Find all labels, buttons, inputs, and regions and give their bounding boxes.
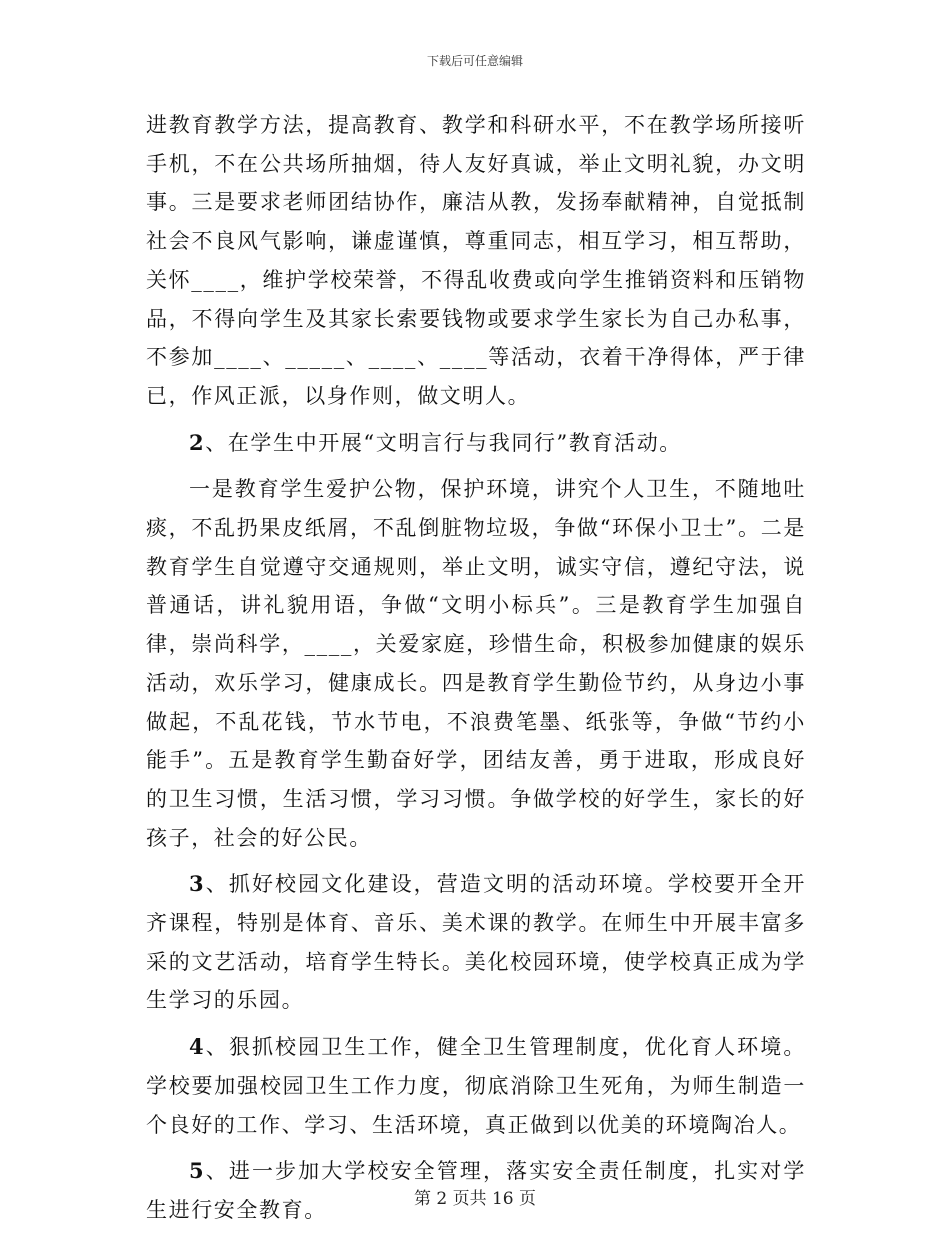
paragraph-item-2 <box>146 424 806 463</box>
item-number: 5 <box>189 1158 206 1184</box>
item-number: 3 <box>189 871 206 897</box>
paragraph-text: 、在学生中开展“文明言行与我同行”教育活动。 <box>205 430 682 455</box>
page-header: 下载后可任意编辑 <box>426 54 523 68</box>
paragraph-item-3 <box>146 865 806 1020</box>
paragraph-teacher-requirements <box>146 106 806 416</box>
document-body <box>146 106 806 1238</box>
paragraph-text: 一是教育学生爱护公物，保护环境，讲究个人卫生，不随地吐痰，不乱扔果皮纸屑，不乱倒脏物垃圾，争做“环保小卫士”。二是教育学生自觉遵守交通规则，举止文明，诚实守信，遵纪守法，说普通话，讲礼貌用语，争做“文明小标兵”。三是教育学生加强自律，崇尚科学，____，关爱家庭，珍惜生命，积极参加健康的娱乐活动，欢乐学习，健康成长。四是教育学生勤俭节约，从身边小事做起，不乱花钱，节水节电，不浪费笔墨、纸张等，争做“节约小能手”。五是教育学生勤奋好学，团结友善，勇于进取，形成良好的卫生习惯，生活习惯，学习习惯。争做学校的好学生，家长的好孩子，社会的好公民。 <box>146 477 806 850</box>
paragraph-text: 、狠抓校园卫生工作，健全卫生管理制度，优化育人环境。学校要加强校园卫生工作力度，彻底消除卫生死角，为师生制造一个良好的工作、学习、生活环境，真正做到以优美的环境陶冶人。 <box>146 1035 806 1137</box>
item-number: 4 <box>189 1034 206 1060</box>
paragraph-text: 进教育教学方法，提高教育、教学和科研水平，不在教学场所接听手机，不在公共场所抽烟，待人友好真诚，举止文明礼貌，办文明事。三是要求老师团结协作，廉洁从教，发扬奉献精神，自觉抵制社会不良风气影响，谦虚谨慎，尊重同志，相互学习，相互帮助，关怀____，维护学校荣誉，不得乱收费或向学生推销资料和压销物品，不得向学生及其家长索要钱物或要求学生家长为自己办私事，不参加____、_____、____、____等活动，衣着干净得体，严于律已，作风正派，以身作则，做文明人。 <box>146 113 806 408</box>
paragraph-text: 、抓好校园文化建设，营造文明的活动环境。学校要开全开齐课程，特别是体育、音乐、美术课的教学。在师生中开展丰富多采的文艺活动，培育学生特长。美化校园环境，使学校真正成为学生学习的乐园。 <box>146 872 806 1013</box>
paragraph-student-education <box>146 470 806 857</box>
paragraph-text: 、进一步加大学校安全管理，落实安全责任制度，扎实对学生进行安全教育。 <box>146 1159 806 1222</box>
page-footer: 第 2 页共 16 页 <box>413 1189 537 1209</box>
item-number: 2 <box>189 429 206 455</box>
paragraph-item-4 <box>146 1028 806 1144</box>
